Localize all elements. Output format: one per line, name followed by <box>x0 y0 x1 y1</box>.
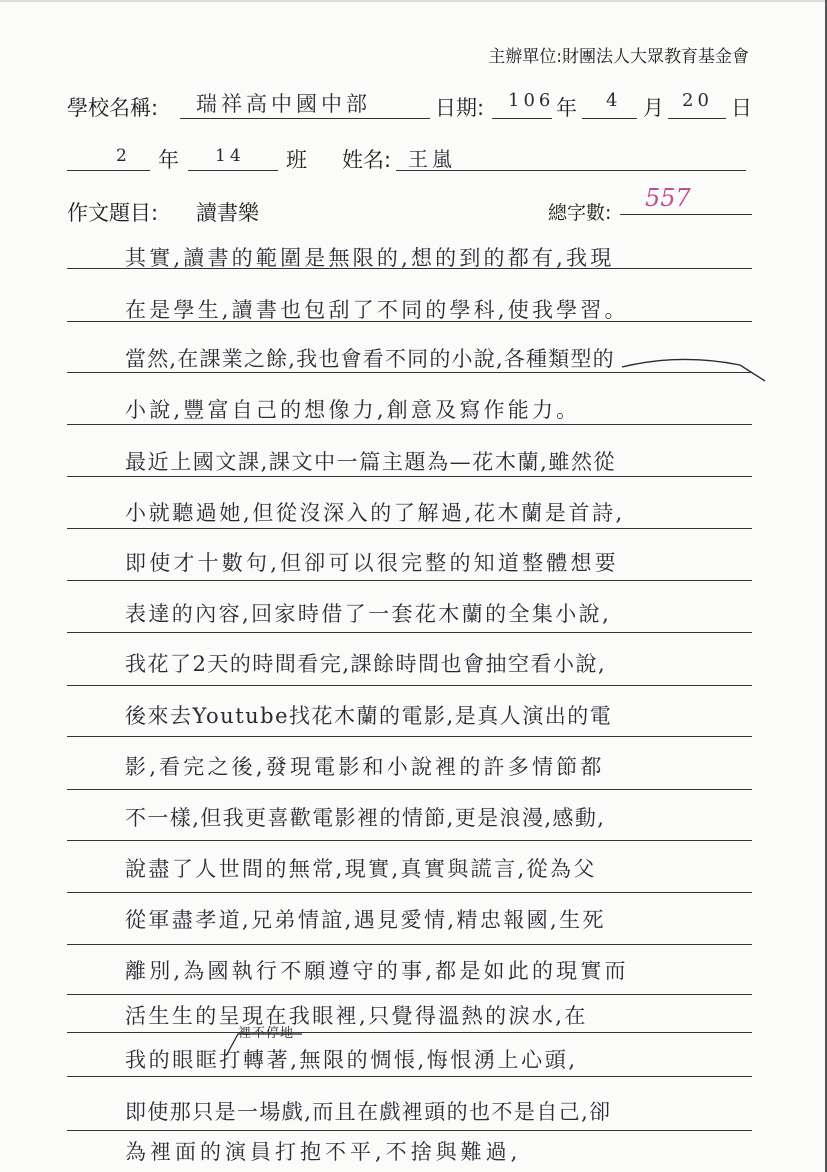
essay-rule-16 <box>67 1032 752 1033</box>
essay-line-16: 活生生的呈現在我眼裡,只覺得溫熱的淚水,在 <box>125 1004 588 1028</box>
essay-line-10: 後來去Youtube找花木蘭的電影,是真人演出的電 <box>125 704 613 728</box>
grade-underline <box>67 170 150 171</box>
essay-rule-17 <box>67 1076 752 1077</box>
name-label: 姓名: <box>342 148 392 172</box>
title-label: 作文題目: <box>67 201 159 225</box>
essay-rule-1 <box>67 268 752 269</box>
count-label: 總字數: <box>548 202 612 224</box>
essay-line-3: 當然,在課業之餘,我也會看不同的小說,各種類型的 <box>125 347 615 371</box>
school-underline <box>180 118 430 119</box>
essay-rule-11 <box>67 789 752 790</box>
essay-rule-4 <box>67 424 752 425</box>
month-underline <box>582 118 637 119</box>
year-label: 年 <box>556 96 577 120</box>
essay-rule-7 <box>67 580 752 581</box>
class-value: 14 <box>215 146 245 166</box>
essay-line-9: 我花了2天的時間看完,課餘時間也會抽空看小說, <box>125 652 607 676</box>
word-count-value: 557 <box>645 184 691 212</box>
name-value: 王嵐 <box>408 147 456 171</box>
essay-line-18: 即使那只是一場戲,而且在戲裡頭的也不是自己,卻 <box>125 1100 612 1124</box>
essay-rule-6 <box>67 528 752 529</box>
essay-line-4: 小說,豐富自己的想像力,創意及寫作能力。 <box>125 398 581 422</box>
essay-line-5: 最近上國文課,課文中一篇主題為—花木蘭,雖然從 <box>125 450 617 474</box>
essay-line-6: 小就聽過她,但從沒深入的了解過,花木蘭是首詩, <box>125 501 625 525</box>
title-value: 讀書樂 <box>196 201 259 225</box>
essay-rule-10 <box>67 736 752 737</box>
school-label: 學校名稱: <box>67 96 159 120</box>
class-underline <box>188 170 278 171</box>
essay-line-15: 離別,為國執行不願遵守的事,都是如此的現實而 <box>125 959 629 983</box>
essay-rule-18 <box>67 1130 752 1131</box>
day-underline <box>668 118 726 119</box>
essay-line-1: 其實,讀書的範圍是無限的,想的到的都有,我現 <box>125 246 615 270</box>
date-label: 日期: <box>435 96 485 120</box>
essay-line-8: 表達的內容,回家時借了一套花木蘭的全集小說, <box>125 602 612 626</box>
essay-rule-12 <box>67 840 752 841</box>
essay-line-2: 在是學生,讀書也包刮了不同的學科,使我學習。 <box>125 298 629 322</box>
date-day: 20 <box>682 90 713 111</box>
organizer-text: 主辦單位:財團法人大眾教育基金會 <box>488 47 749 67</box>
date-year: 106 <box>508 90 555 111</box>
essay-rule-5 <box>67 476 752 477</box>
day-label: 日 <box>731 96 752 120</box>
essay-rule-14 <box>67 944 752 945</box>
essay-line-11: 影,看完之後,發現電影和小說裡的許多情節都 <box>125 755 605 779</box>
month-label: 月 <box>643 96 664 120</box>
essay-rule-15 <box>67 994 752 995</box>
essay-rule-9 <box>67 685 752 686</box>
essay-line-17: 我的眼眶打轉著,無限的惆悵,悔恨湧上心頭, <box>125 1048 578 1072</box>
inserted-text: 裡不停地 <box>238 1026 295 1041</box>
essay-line-13: 說盡了人世間的無常,現實,真實與謊言,從為父 <box>125 857 597 881</box>
essay-line-14: 從軍盡孝道,兄弟情誼,遇見愛情,精忠報國,生死 <box>125 908 606 932</box>
essay-rule-13 <box>67 892 752 893</box>
count-underline <box>620 214 752 215</box>
grade-value: 2 <box>116 146 131 166</box>
essay-rule-8 <box>67 632 752 633</box>
essay-rule-2 <box>67 321 752 322</box>
scan-edge <box>0 0 827 2</box>
essay-line-7: 即使才十數句,但卻可以很完整的知道整體想要 <box>125 551 619 575</box>
year-underline <box>492 118 552 119</box>
essay-line-12: 不一樣,但我更喜歡電影裡的情節,更是浪漫,感動, <box>125 806 606 830</box>
name-underline <box>396 170 746 171</box>
essay-line-19: 為裡面的演員打抱不平,不捨與難過, <box>125 1140 522 1164</box>
class-label: 班 <box>286 148 307 172</box>
school-value: 瑞祥高中國中部 <box>196 92 371 116</box>
date-month: 4 <box>606 90 622 111</box>
grade-label: 年 <box>158 148 179 172</box>
revision-stroke <box>620 345 770 385</box>
